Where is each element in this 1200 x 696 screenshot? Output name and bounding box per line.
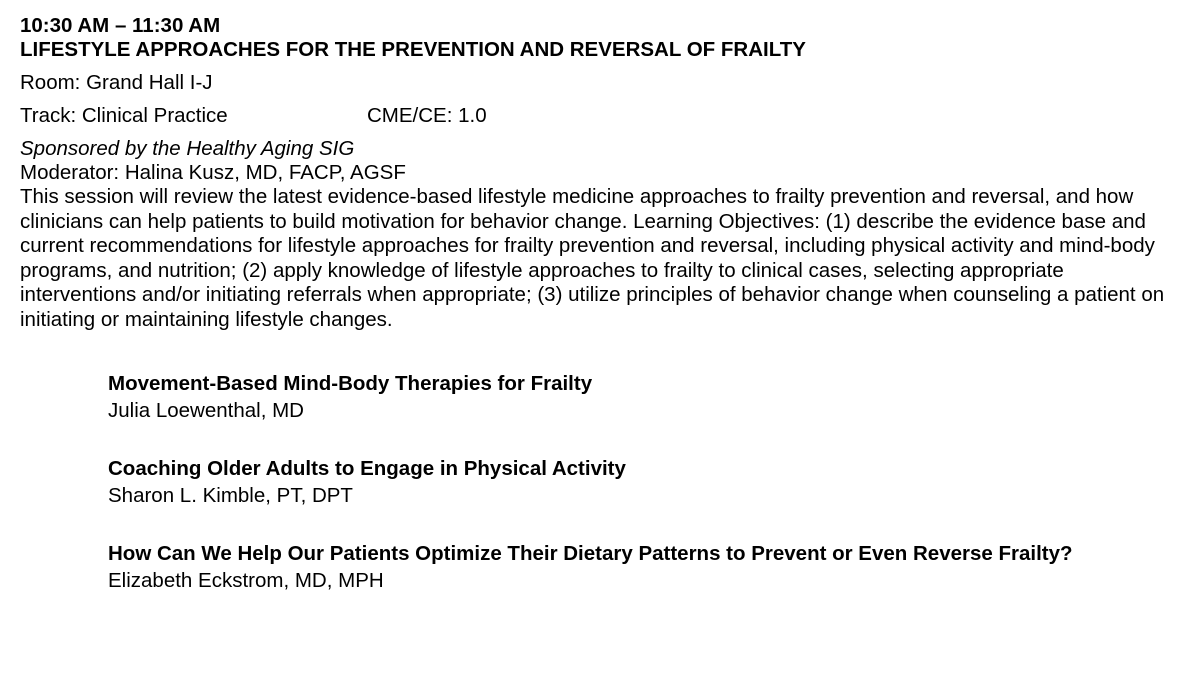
session-track-row: [20, 104, 1185, 128]
session-sponsor: Sponsored by the Healthy Aging SIG: [20, 137, 355, 160]
session-description: This session will review the latest evidence-based lifestyle medicine approaches to frailty prevention and reversal, and how clinicians can help patients to build motivation for behavior change. Learning Objectives: (1) describe the evidence base and current recommendations for lifestyle approaches for frailty prevention and reversal, including physical activity and mind-body programs, and nutrition; (2) apply knowledge of lifestyle approaches to frailty to clinical cases, selecting appropriate interventions and/or initiating referrals when appropriate; (3) utilize principles of behavior change when counseling a patient on initiating or maintaining lifestyle changes.: [20, 185, 1165, 331]
session-track: Track: Clinical Practice: [20, 104, 228, 127]
talk-speaker: Julia Loewenthal, MD: [108, 398, 304, 422]
session-room: Room: Grand Hall I-J: [20, 71, 213, 94]
talk-speaker: Sharon L. Kimble, PT, DPT: [108, 483, 353, 507]
talk-title: How Can We Help Our Patients Optimize Their Dietary Patterns to Prevent or Even Reverse Frailty?: [108, 541, 1073, 565]
talk-item: [108, 370, 1188, 424]
talk-speaker: Elizabeth Eckstrom, MD, MPH: [108, 568, 384, 592]
talk-item: [108, 455, 1188, 509]
session-cme: CME/CE: 1.0: [367, 104, 487, 127]
talk-item: [108, 540, 1188, 594]
talk-title: Coaching Older Adults to Engage in Physical Activity: [108, 456, 626, 480]
talk-title: Movement-Based Mind-Body Therapies for Frailty: [108, 371, 593, 395]
session-listing: [20, 14, 1185, 625]
session-time: 10:30 AM – 11:30 AM: [20, 14, 221, 37]
session-title: LIFESTYLE APPROACHES FOR THE PREVENTION AND REVERSAL OF FRAILTY: [20, 38, 806, 61]
talk-list: [108, 370, 1188, 594]
session-moderator: Moderator: Halina Kusz, MD, FACP, AGSF: [20, 161, 406, 184]
